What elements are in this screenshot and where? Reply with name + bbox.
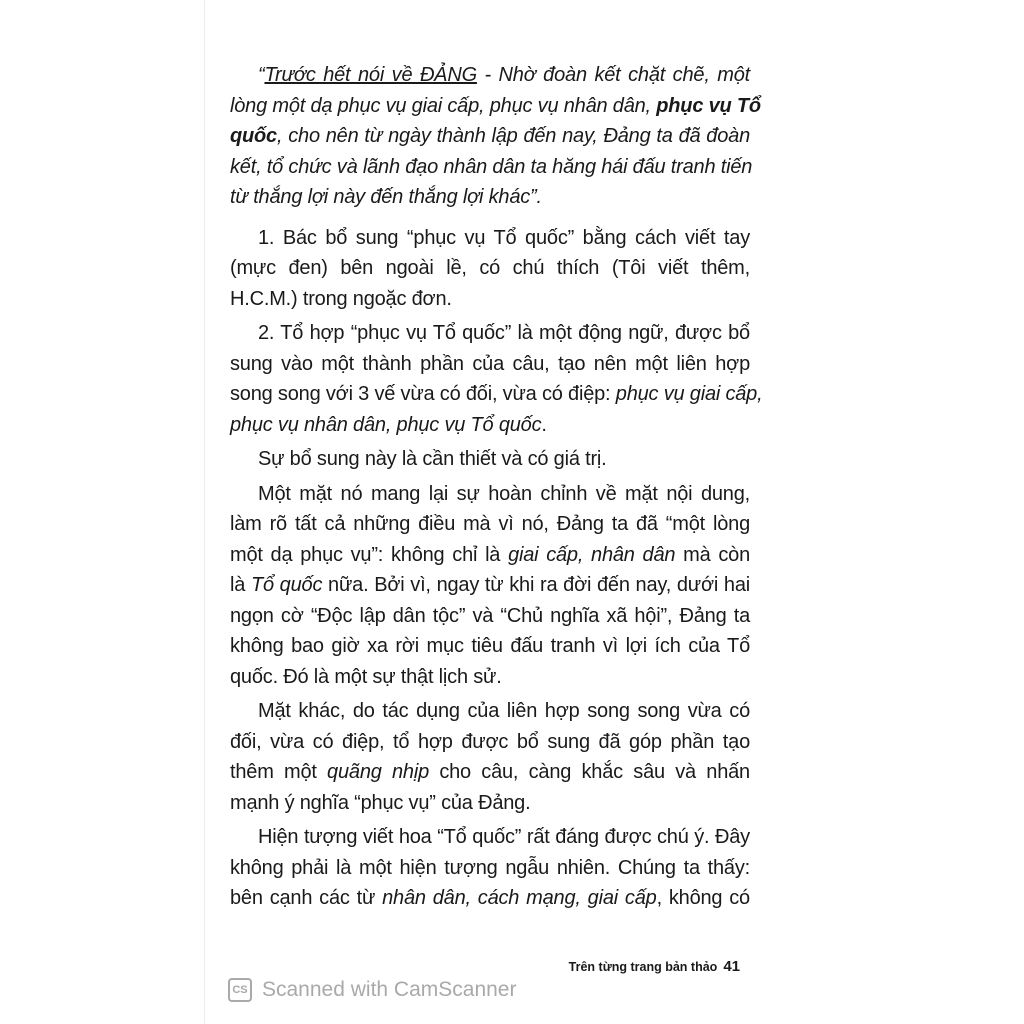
- text-segment: , cho nên từ ngày thành lập đến nay, Đảng ta đã đoàn: [276, 125, 750, 147]
- italic-segment: phục vụ giai cấp,: [615, 383, 763, 405]
- text-line: Sự bổ sung này là cần thiết và có giá trị.: [258, 448, 607, 470]
- paragraph-value: [230, 444, 750, 475]
- bold-segment: quốc: [230, 125, 277, 147]
- text-line: Mặt khác, do tác dụng của liên hợp song song vừa có: [258, 700, 750, 722]
- paragraph-capitalization: [230, 822, 750, 914]
- bold-segment: phục vụ Tổ: [656, 94, 761, 117]
- text-line: 2. Tổ hợp “phục vụ Tổ quốc” là một động ngữ, được bổ: [258, 322, 750, 344]
- text-line: [230, 60, 750, 91]
- paragraph-first-aspect: [230, 479, 750, 693]
- text-line: không bao giờ xa rời mục tiêu đấu tranh vì lợi ích của Tổ: [230, 635, 750, 657]
- quote-paragraph: [230, 60, 761, 213]
- text-line: ngọn cờ “Độc lập dân tộc” và “Chủ nghĩa xã hội”, Đảng ta: [230, 604, 750, 627]
- text-line: quốc. Đó là một sự thật lịch sử.: [230, 665, 502, 688]
- text-segment: lòng một dạ phục vụ giai cấp, phục vụ nhân dân,: [230, 94, 657, 117]
- paragraph-note-2: [230, 318, 763, 440]
- text-segment: mà còn: [675, 543, 750, 566]
- text-line: [230, 540, 750, 571]
- page-edge-line: [204, 0, 205, 1024]
- italic-segment: giai cấp, nhân dân: [508, 543, 676, 566]
- text-line: đối, vừa có điệp, tổ hợp được bổ sung đã góp phần tạo: [230, 730, 750, 753]
- text-line: từ thắng lợi này đến thắng lợi khác”.: [230, 186, 542, 208]
- text-line: [230, 757, 750, 788]
- text-segment: một dạ phục vụ”: không chỉ là: [230, 543, 509, 566]
- text-line: [230, 379, 763, 410]
- italic-segment: phục vụ nhân dân, phục vụ Tổ quốc: [230, 413, 542, 436]
- text-line: Hiện tượng viết hoa “Tổ quốc” rất đáng được chú ý. Đây: [258, 826, 750, 848]
- text-segment: song song với 3 vế vừa có đối, vừa có điệp:: [230, 383, 616, 405]
- camscanner-watermark: [228, 976, 516, 1004]
- text-segment: , không có: [656, 887, 750, 909]
- camscanner-logo-icon: CS: [228, 978, 252, 1002]
- running-title: Trên từng trang bản thảo: [568, 960, 718, 974]
- paragraph-note-1: [230, 223, 750, 315]
- text-line: không phải là một hiện tượng ngẫu nhiên. Chúng ta thấy:: [230, 856, 750, 879]
- text-segment: .: [541, 413, 547, 436]
- document-body: [230, 60, 763, 914]
- underlined-heading: Trước hết nói về ĐẢNG: [264, 64, 477, 86]
- text-line: [230, 410, 750, 441]
- text-line: kết, tổ chức và lãnh đạo nhân dân ta hăng hái đấu tranh tiến: [230, 155, 753, 178]
- page-number: 41: [723, 958, 740, 975]
- page-footer: [569, 958, 740, 975]
- text-line: [230, 570, 750, 601]
- text-line: 1. Bác bổ sung “phục vụ Tổ quốc” bằng cách viết tay: [258, 226, 750, 249]
- paragraph-second-aspect: [230, 696, 750, 818]
- text-line: H.C.M.) trong ngoặc đơn.: [230, 287, 452, 310]
- text-line: sung vào một thành phần của câu, tạo nên một liên hợp: [230, 352, 750, 375]
- text-segment: là: [230, 574, 251, 596]
- text-segment: bên cạnh các từ: [230, 887, 383, 909]
- text-segment: nữa. Bởi vì, ngay từ khi ra đời đến nay, dưới hai: [322, 574, 750, 596]
- italic-segment: quãng nhịp: [327, 761, 429, 783]
- quote-mark: “: [258, 64, 265, 86]
- text-line: [230, 91, 761, 122]
- italic-segment: nhân dân, cách mạng, giai cấp: [382, 887, 657, 909]
- text-line: Một mặt nó mang lại sự hoàn chỉnh về mặt nội dung,: [258, 482, 750, 505]
- text-line: [230, 883, 750, 914]
- text-line: (mực đen) bên ngoài lề, có chú thích (Tôi viết thêm,: [230, 257, 750, 279]
- text-line: [230, 121, 750, 152]
- text-segment: - Nhờ đoàn kết chặt chẽ, một: [476, 64, 750, 86]
- text-segment: thêm một: [230, 761, 328, 783]
- text-segment: cho câu, càng khắc sâu và nhấn: [429, 761, 750, 783]
- text-line: làm rõ tất cả những điều mà vì nó, Đảng ta đã “một lòng: [230, 513, 750, 535]
- text-line: mạnh ý nghĩa “phục vụ” của Đảng.: [230, 791, 531, 814]
- italic-segment: Tổ quốc: [250, 574, 323, 596]
- watermark-text: Scanned with CamScanner: [262, 978, 517, 1001]
